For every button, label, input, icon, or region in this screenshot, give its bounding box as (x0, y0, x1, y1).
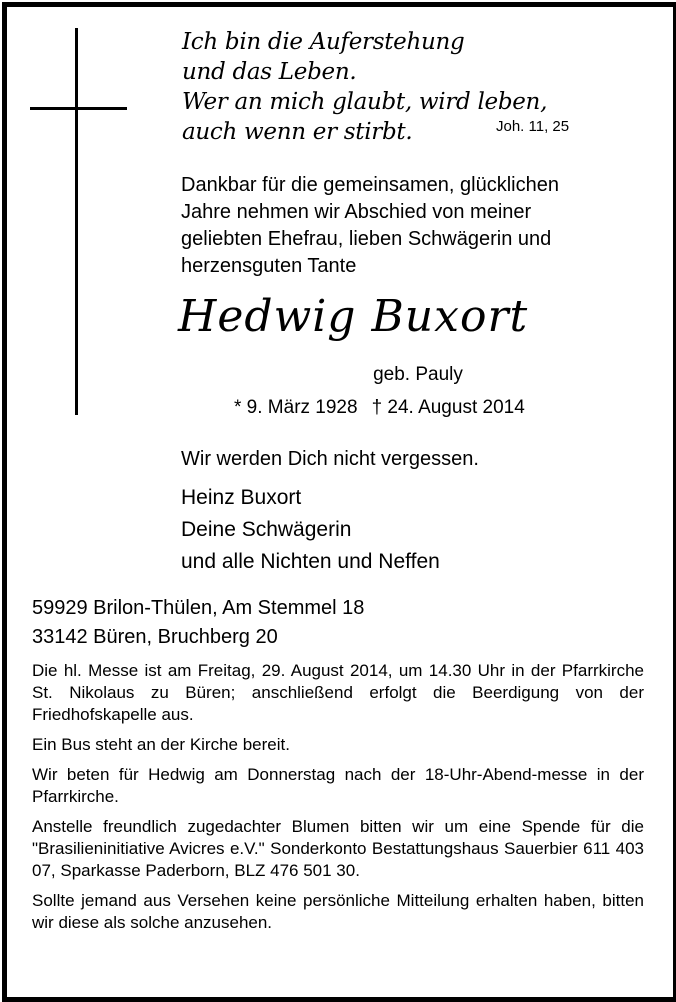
cross-icon-horizontal (30, 107, 127, 110)
verse-line: und das Leben. (182, 59, 357, 85)
mourner: Deine Schwägerin (181, 518, 352, 541)
intro-line: geliebten Ehefrau, lieben Schwägerin und (181, 228, 552, 250)
note-notification: Sollte jemand aus Versehen keine persönliche Mitteilung erhalten haben, bitten wir diese als solche anzusehen. (32, 891, 644, 932)
bible-verse (182, 27, 547, 147)
life-dates (234, 397, 525, 419)
address-line: 33142 Büren, Bruchberg 20 (32, 626, 278, 648)
verse-line: auch wenn er stirbt. (182, 119, 413, 145)
intro-line: Dankbar für die gemeinsamen, glücklichen (181, 174, 559, 196)
note-bus: Ein Bus steht an der Kirche bereit. (32, 735, 290, 754)
closing-line: Wir werden Dich nicht vergessen. (181, 448, 479, 470)
birth-date: * 9. März 1928 (234, 397, 358, 418)
verse-line: Ich bin die Auferstehung (182, 29, 465, 55)
birth-name: geb. Pauly (373, 364, 463, 385)
cross-icon-vertical (75, 28, 78, 415)
intro-line: Jahre nehmen wir Abschied von meiner (181, 201, 532, 223)
note-prayer: Wir beten für Hedwig am Donnerstag nach der 18-Uhr-Abend-messe in der Pfarrkirche. (32, 765, 644, 806)
verse-line: Wer an mich glaubt, wird leben, (182, 89, 548, 115)
verse-reference: Joh. 11, 25 (496, 118, 570, 135)
mourners-list (181, 482, 440, 578)
addresses (32, 594, 364, 652)
intro-line: herzensguten Tante (181, 255, 357, 277)
address-line: 59929 Brilon-Thülen, Am Stemmel 18 (32, 597, 365, 619)
mourner: Heinz Buxort (181, 486, 302, 509)
death-date: † 24. August 2014 (371, 397, 525, 418)
mourner: und alle Nichten und Neffen (181, 550, 440, 573)
intro-text (181, 172, 559, 280)
note-funeral-mass: Die hl. Messe ist am Freitag, 29. August 2014, um 14.30 Uhr in der Pfarrkirche St. Nikolaus zu Büren; anschließend erfolgt die Beerdigung von der Friedhofskapelle aus. (32, 661, 644, 724)
note-donation: Anstelle freundlich zugedachter Blumen bitten wir um eine Spende für die "Brasilieninitiative Avicres e.V." Sonderkonto Bestattungshaus Sauerbier 611 403 07, Sparkasse Paderborn, BLZ 476 501 30. (32, 817, 644, 880)
notes (32, 660, 644, 942)
deceased-name: Hedwig Buxort (178, 291, 529, 342)
